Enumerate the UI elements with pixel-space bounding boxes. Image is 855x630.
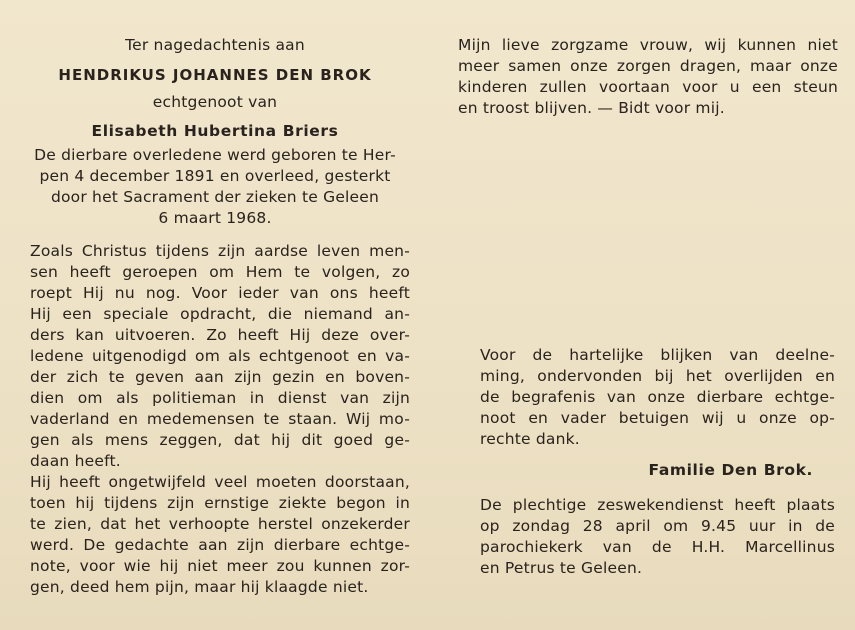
- deceased-name: HENDRIKUS JOHANNES DEN BROK: [58, 66, 372, 84]
- spouse-intro: echtgenoot van: [152, 93, 278, 111]
- paragraph-line: daan heeft.: [30, 452, 121, 470]
- paragraph-line: Zoals Christus tijdens zijn aardse leven men-: [30, 242, 410, 260]
- thanks-line: noot en vader betuigen wij u onze op-: [480, 409, 835, 427]
- service-line: op zondag 28 april om 9.45 uur in de: [480, 517, 835, 535]
- spouse-name: Elisabeth Hubertina Briers: [91, 122, 339, 140]
- service-line: parochiekerk van de H.H. Marcellinus: [480, 538, 835, 556]
- quote-line: Mijn lieve zorgzame vrouw, wij kunnen niet: [458, 36, 838, 54]
- right-page: [430, 0, 855, 630]
- thanks-line: rechte dank.: [480, 430, 580, 448]
- paragraph-line: werd. De gedachte aan zijn dierbare echtge-: [30, 536, 410, 554]
- paragraph-line: toen hij tijdens zijn ernstige ziekte begon in: [30, 494, 410, 512]
- paragraph-line: gen, deed hem pijn, maar hij klaagde niet.: [30, 578, 369, 596]
- paragraph-line: ledene uitgenodigd om als echtgenoot en va-: [30, 347, 410, 365]
- paragraph-line: dien om als politieman in dienst van zijn: [30, 389, 410, 407]
- intro-line: Ter nagedachtenis aan: [125, 36, 305, 54]
- service-line: De plechtige zeswekendienst heeft plaats: [480, 496, 835, 514]
- family-signature: Familie Den Brok.: [648, 461, 813, 479]
- thanks-line: Voor de hartelijke blijken van deelne-: [480, 346, 835, 364]
- paragraph-line: te zien, dat het verhoopte herstel onzekerder: [30, 515, 410, 533]
- thanks-line: de begrafenis van onze dierbare echtge-: [480, 388, 835, 406]
- paragraph-line: sen heeft geroepen om Hem te volgen, zo: [30, 263, 410, 281]
- birth-line: 6 maart 1968.: [158, 209, 272, 227]
- paragraph-line: vaderland en medemensen te staan. Wij mo-: [30, 410, 410, 428]
- paragraph-line: Hij een speciale opdracht, die niemand an-: [30, 305, 410, 323]
- birth-line: pen 4 december 1891 en overleed, gesterkt: [39, 167, 391, 185]
- thanks-line: ming, ondervonden bij het overlijden en: [480, 367, 835, 385]
- paragraph-line: gen als mens zeggen, dat hij dit goed ge-: [30, 431, 410, 449]
- paragraph-line: roept Hij nu nog. Voor ieder van ons heeft: [30, 284, 410, 302]
- paragraph-line: note, voor wie hij niet meer zou kunnen zor-: [30, 557, 410, 575]
- birth-line: De dierbare overledene werd geboren te Her-: [34, 146, 396, 164]
- paragraph-line: der zich te geven aan zijn gezin en boven-: [30, 368, 410, 386]
- service-line: en Petrus te Geleen.: [480, 559, 643, 577]
- quote-line: kinderen zullen voortaan voor u een steun: [458, 78, 838, 96]
- birth-line: door het Sacrament der zieken te Geleen: [50, 188, 380, 206]
- paragraph-line: ders kan uitvoeren. Zo heeft Hij deze over-: [30, 326, 410, 344]
- quote-line: en troost blijven. — Bidt voor mij.: [458, 99, 725, 117]
- quote-line: meer samen onze zorgen dragen, maar onze: [458, 57, 838, 75]
- paragraph-line: Hij heeft ongetwijfeld veel moeten doorstaan,: [30, 473, 410, 491]
